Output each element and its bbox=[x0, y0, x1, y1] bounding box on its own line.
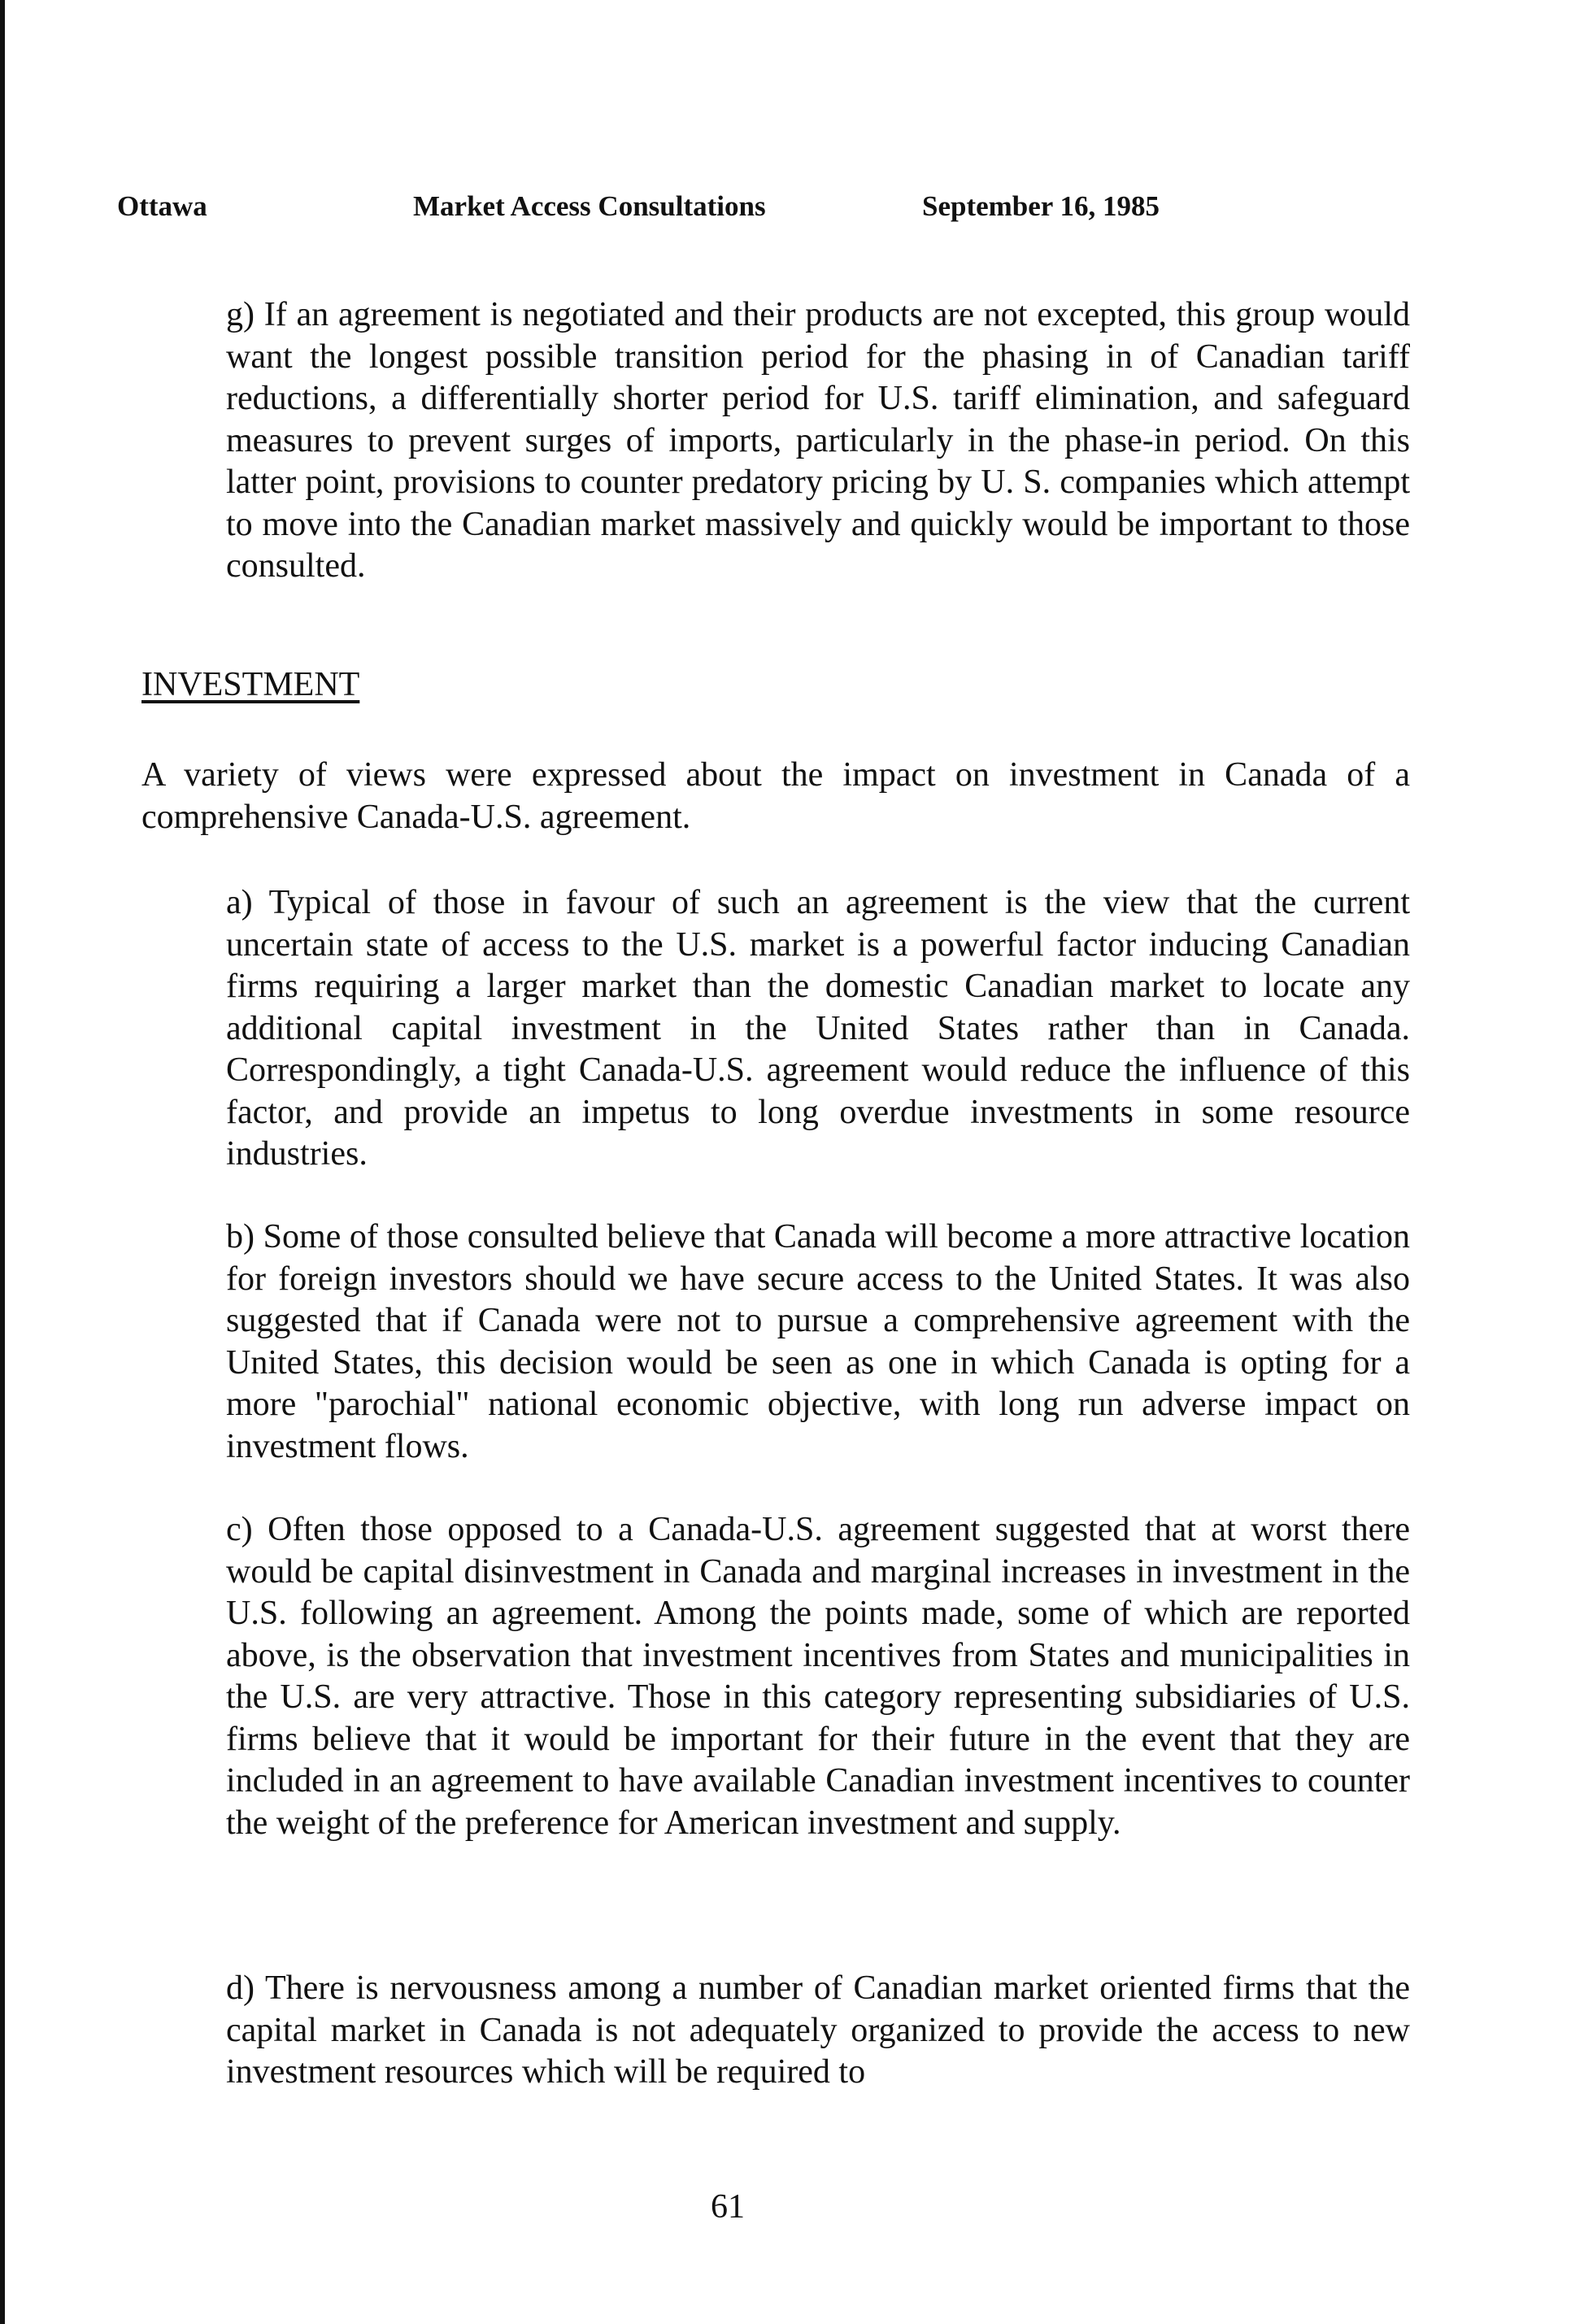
section-heading-investment: INVESTMENT bbox=[141, 666, 360, 703]
header-date: September 16, 1985 bbox=[922, 190, 1160, 222]
paragraph-intro: A variety of views were expressed about the impact on investment in Canada of a comprehensive Canada-U.S. agreement. bbox=[141, 756, 1410, 836]
page-left-border bbox=[0, 0, 5, 2324]
page-header bbox=[0, 190, 1584, 239]
header-title: Market Access Consultations bbox=[413, 190, 766, 222]
paragraph-c: c) Often those opposed to a Canada-U.S. agreement suggested that at worst there would be capital disinvestment in Canada and marginal increases in investment in the U.S. following an agreement. Among the points made, some of which are reported above, is the observation that investment incentives from States and municipalities in the U.S. are very attractive. Those in this category representing subsidiaries of U.S. firms believe that it would be important for their future in the event that they are included in an agreement to have available Canadian investment incentives to counter the weight of the preference for American investment and supply. bbox=[226, 1511, 1410, 1842]
paragraph-a: a) Typical of those in favour of such an agreement is the view that the current uncertain state of access to the U.S. market is a powerful factor inducing Canadian firms requiring a larger market than the domestic Canadian market to locate any additional capital investment in the United States rather than in Canada. Correspondingly, a tight Canada-U.S. agreement would reduce the influence of this factor, and provide an impetus to long overdue investments in some resource industries. bbox=[226, 884, 1410, 1173]
header-location: Ottawa bbox=[117, 190, 207, 222]
paragraph-d: d) There is nervousness among a number of Canadian market oriented firms that the capital market in Canada is not adequately organized to provide the access to new investment resources which will be required to bbox=[226, 1969, 1410, 2091]
paragraph-g: g) If an agreement is negotiated and their products are not excepted, this group would want the longest possible transition period for the phasing in of Canadian tariff reductions, a differentially shorter period for U.S. tariff elimination, and safeguard measures to prevent surges of imports, particularly in the phase-in period. On this latter point, provisions to counter predatory pricing by U. S. companies which attempt to move into the Canadian market massively and quickly would be important to those consulted. bbox=[226, 296, 1410, 585]
page-number: 61 bbox=[711, 2188, 745, 2226]
paragraph-b: b) Some of those consulted believe that Canada will become a more attractive location for foreign investors should we have secure access to the United States. It was also suggested that if Canada were not to pursue a comprehensive agreement with the United States, this decision would be seen as one in which Canada is opting for a more "parochial" national economic objective, with long run adverse impact on investment flows. bbox=[226, 1218, 1410, 1465]
